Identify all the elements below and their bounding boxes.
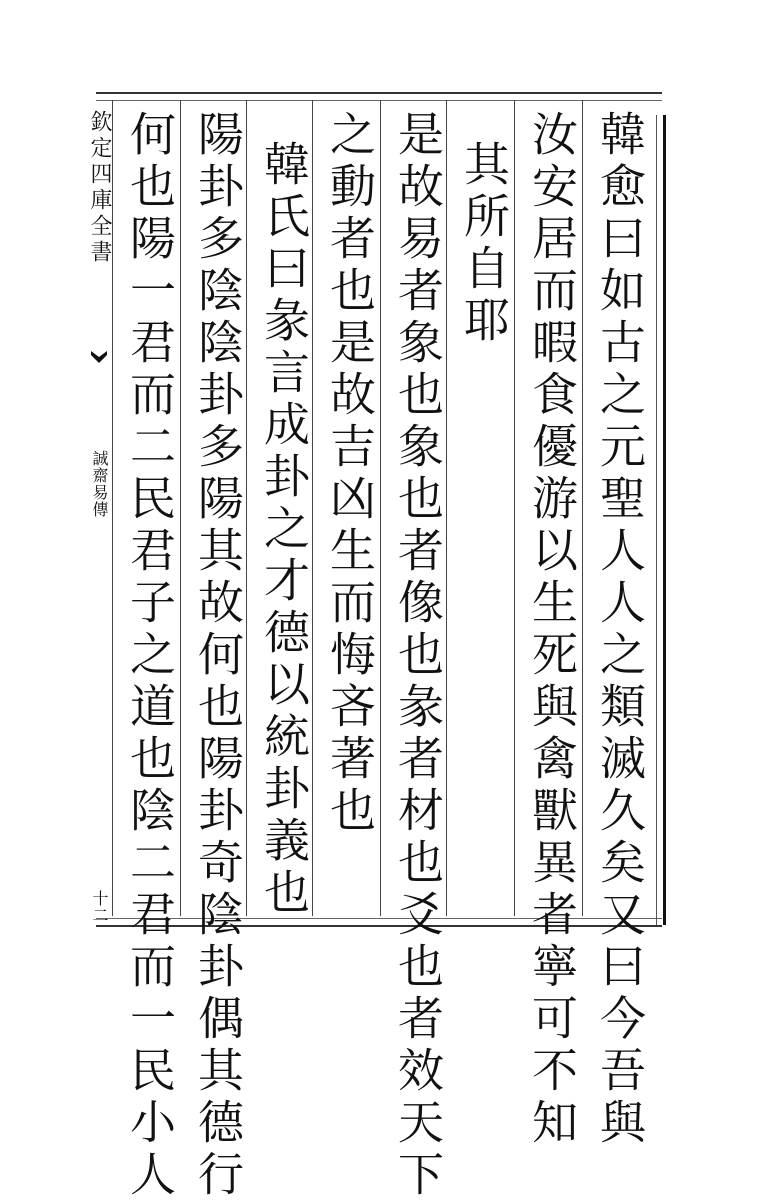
column-rule [582,100,583,916]
column-rule [514,100,515,916]
text-column-8: 何也陽一君而二民君子之道也陰二君而一民小人 [123,110,177,1202]
text-column-5: 之動者也是故吉凶生而悔吝著也 [323,110,377,838]
frame-right-border [656,115,666,925]
text-column-2: 汝安居而暇食優游以生死與禽獸異者寧可不知 [525,110,579,1150]
text-column-6: 韓氏曰彖言成卦之才德以統卦義也 [257,140,311,920]
fishtail-mark-icon [90,350,108,364]
margin-collection-title: 欽定四庫全書 [87,110,112,266]
text-column-1: 韓愈曰如古之元聖人人之類滅久矣又曰今吾與 [593,110,647,1150]
text-column-7: 陽卦多陰陰卦多陽其故何也陽卦奇陰卦偶其德行 [191,110,245,1202]
text-column-3: 其所自耶 [457,140,511,348]
column-rule [180,100,181,916]
text-column-4: 是故易者象也象也者像也彖者材也爻也者效天下 [391,110,445,1202]
column-rule [380,100,381,916]
column-rule [112,100,113,916]
margin-page-number: 十二 [90,890,109,924]
margin-book-title: 誠齋易傳 [90,450,109,518]
